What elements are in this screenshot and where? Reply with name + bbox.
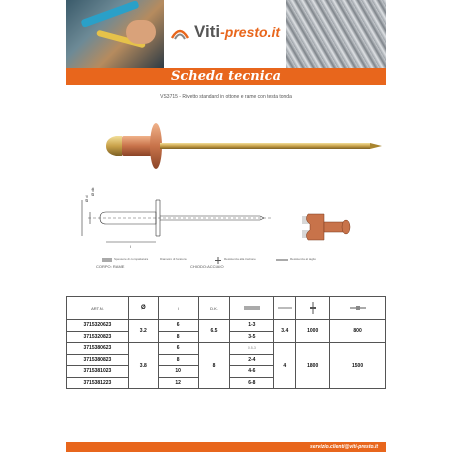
cell-art: 3715380823 [67,354,129,366]
cell-range: 1-3 [230,320,274,332]
material-nail: CHIODO:ACCIAIO [190,264,224,269]
cell-hole: 4 [274,343,296,389]
brand-name [194,22,280,42]
datasheet-page [66,0,386,452]
header-length: l [158,297,198,320]
header-thickness [230,297,274,320]
cell-tension: 1000 [296,320,330,343]
brand-logo [164,0,286,68]
cell-range: 6-8 [230,377,274,389]
screws-photo [286,0,386,68]
footer-bar [66,442,386,452]
contact-email-link[interactable]: servizio.clienti@viti-presto.it [310,444,378,450]
cell-art: 3715320823 [67,331,129,343]
specification-table [66,296,386,389]
cell-art: 3715381023 [67,366,129,378]
cell-art: 3715380623 [67,343,129,355]
cell-range: 2-4 [230,354,274,366]
cell-tension: 1800 [296,343,330,389]
cell-length: 6 [158,343,198,355]
shear-icon [276,257,288,263]
cell-art: 3715381223 [67,377,129,389]
cell-length: 8 [158,354,198,366]
thickness-icon [244,305,260,311]
header-art: ART.N. [67,297,129,320]
legend-thickness: Spessore di compattatura [114,257,149,261]
legend-shear: Resistenza al taglio [290,257,317,261]
cell-length: 12 [158,377,198,389]
header-diameter: Ø [128,297,158,320]
cell-dk: 8 [198,343,230,389]
workshop-photo [66,0,164,68]
material-body: CORPO: RAME [96,264,125,269]
brand-accent: -presto.it [220,24,281,40]
thickness-icon [102,257,112,263]
header-dk: D.K. [198,297,230,320]
cell-diameter: 3.8 [128,343,158,389]
header-hole [274,297,296,320]
table-row [67,320,386,332]
cell-range: 0.5-3 [230,343,274,355]
tension-icon [309,302,317,314]
cell-diameter: 3.2 [128,320,158,343]
cell-range: 3-5 [230,331,274,343]
header-photo-band [66,0,386,68]
brand-main: Viti [194,22,221,41]
table-header-row [67,297,386,320]
cell-shear: 800 [330,320,386,343]
rivet-product-image [104,116,384,178]
cell-art: 3715320623 [67,320,129,332]
dim-d-label: Ø d [84,195,89,202]
page-title: Scheda tecnica [66,68,386,85]
rivet-technical-drawing [76,182,276,252]
header-shear [330,297,386,320]
cell-shear: 1500 [330,343,386,389]
logo-arcs-icon [170,22,190,42]
rivet-section-view [302,210,362,248]
product-title: VS3715 - Rivetto standard in ottone e rame con testa tonda [160,94,292,100]
cell-length: 6 [158,320,198,332]
hole-diameter-icon [278,305,292,311]
dim-dk-label: Ø dk [90,187,95,196]
cell-dk: 6.5 [198,320,230,343]
shear-icon [350,305,366,311]
cell-length: 8 [158,331,198,343]
legend-hole: Diametro di foratura [160,257,187,261]
table-row [67,343,386,355]
legend-tension: Resistenza alla trazione [224,257,256,261]
dim-l-label: l [130,244,131,249]
cell-length: 10 [158,366,198,378]
tension-icon [214,257,222,264]
cell-hole: 3.4 [274,320,296,343]
header-tension [296,297,330,320]
cell-range: 4-6 [230,366,274,378]
